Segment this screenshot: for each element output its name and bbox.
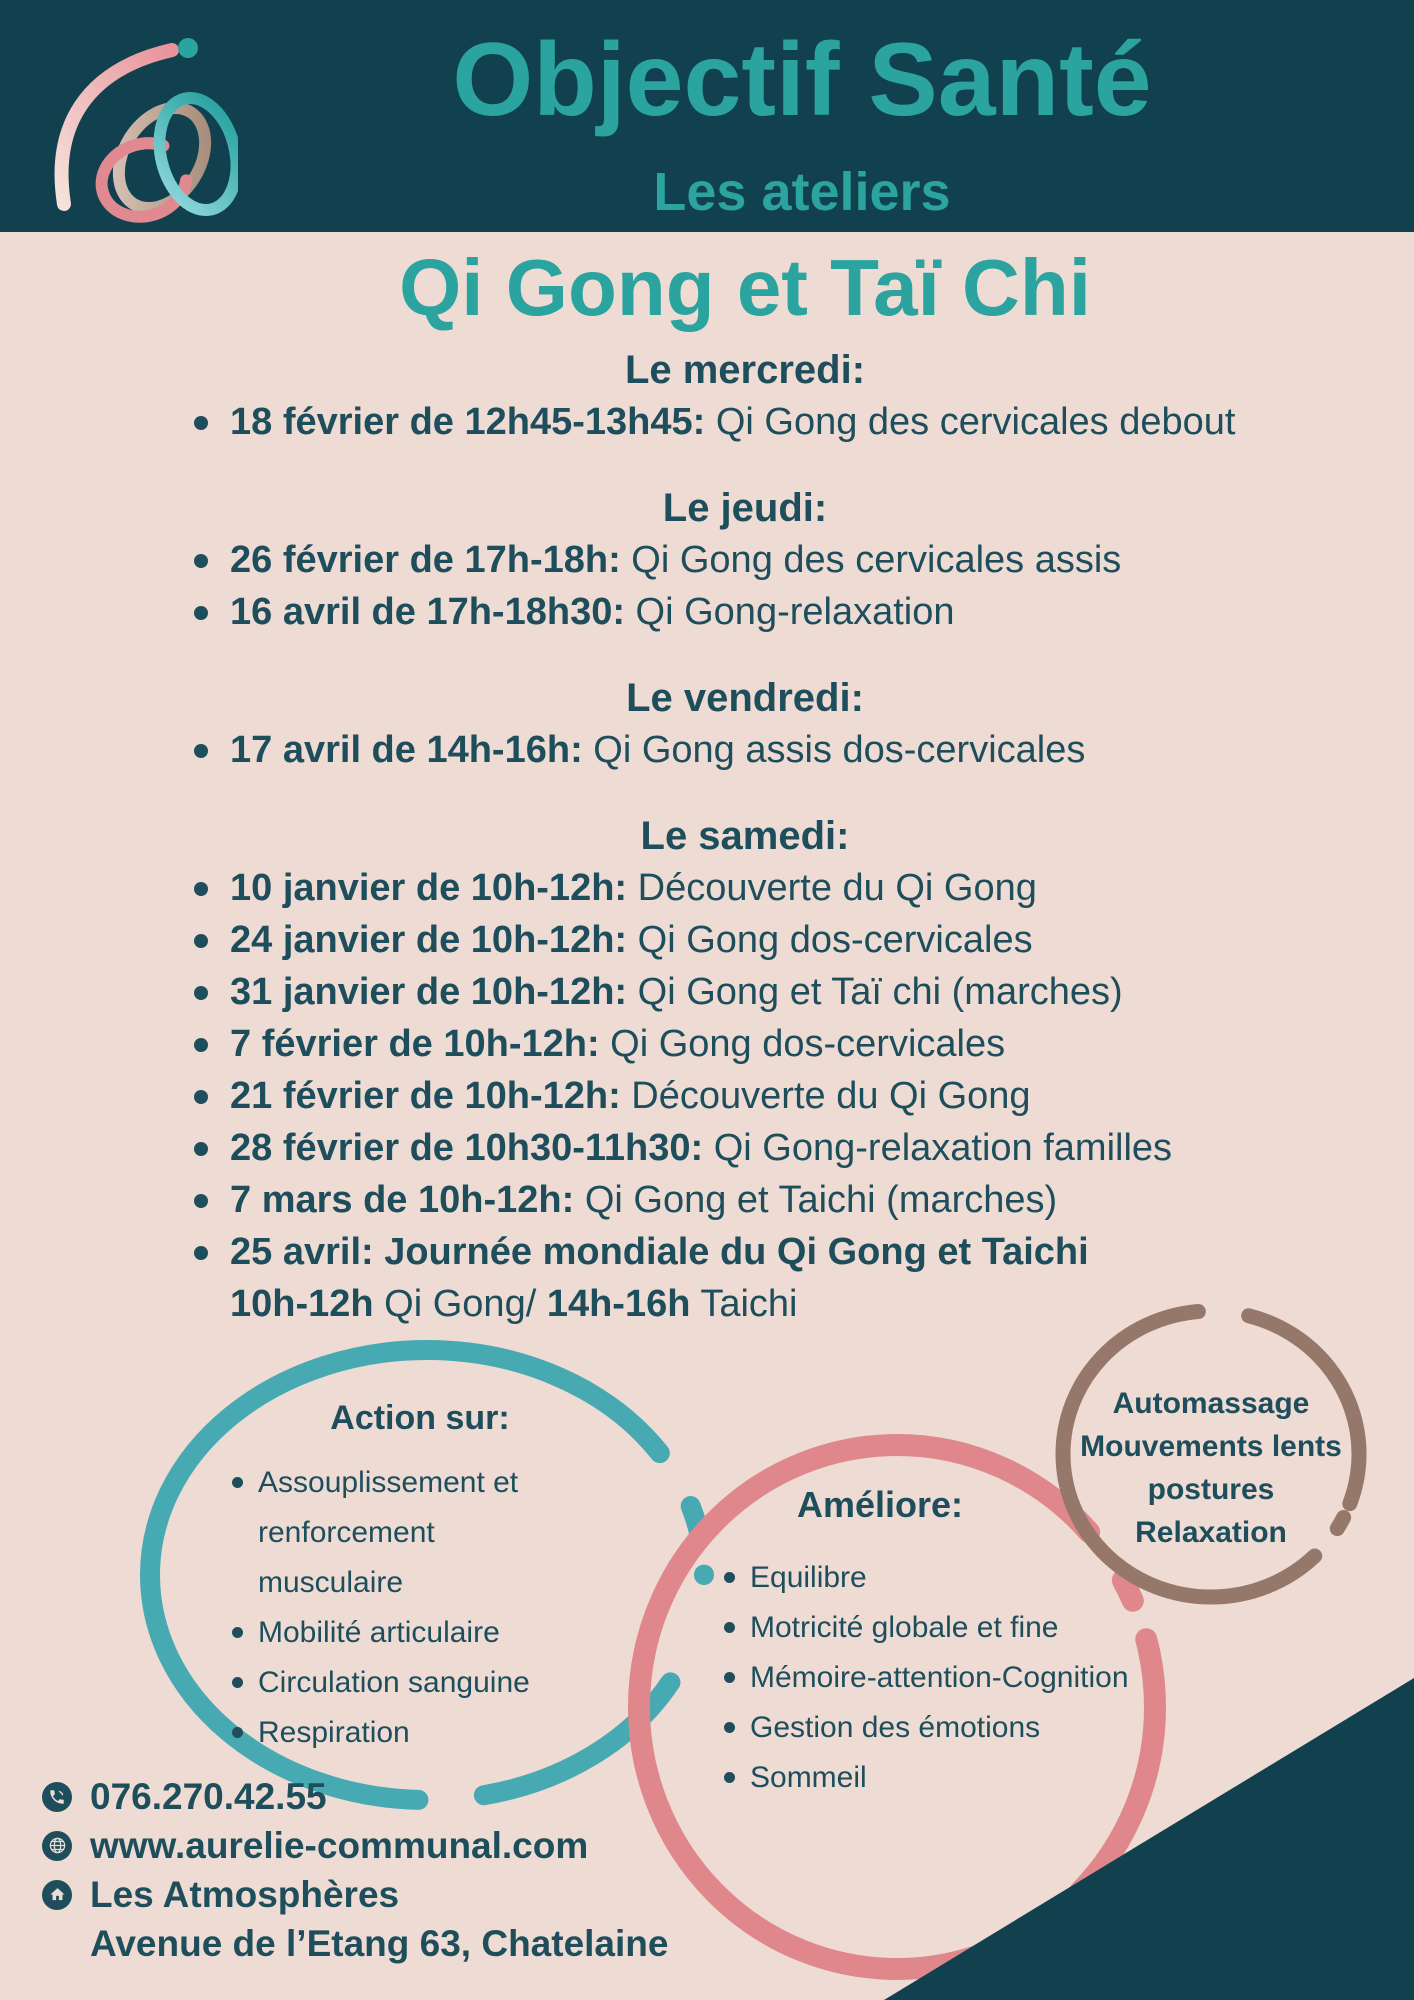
- event-date: 7 mars de 10h-12h:: [230, 1179, 575, 1221]
- action-item: Respiration: [258, 1708, 568, 1758]
- venue-name: Les Atmosphères: [90, 1874, 400, 1915]
- section-mercredi: [0, 344, 1414, 448]
- automassage-text: [1041, 1382, 1381, 1554]
- action-item: Assouplissement et renforcement musculaire: [258, 1458, 568, 1608]
- event-desc: Qi Gong dos-cervicales: [599, 1023, 1006, 1065]
- event-desc: Taichi: [690, 1283, 798, 1325]
- event-item: [230, 396, 1414, 448]
- event-desc: Qi Gong et Taï chi (marches): [627, 971, 1123, 1013]
- ameliore-item: Equilibre: [750, 1553, 1130, 1603]
- automassage-line: postures: [1147, 1473, 1275, 1506]
- phone-number: 076.270.42.55: [90, 1776, 327, 1817]
- contact-row-phone: [42, 1772, 668, 1821]
- contact-row-address: [42, 1919, 668, 1968]
- event-date: 31 janvier de 10h-12h:: [230, 971, 628, 1013]
- event-date: 16 avril de 17h-18h30:: [230, 591, 625, 633]
- event-date: 7 février de 10h-12h:: [230, 1023, 600, 1065]
- event-desc: Découverte du Qi Gong: [620, 1075, 1031, 1117]
- event-date: 18 février de 12h45-13h45:: [230, 401, 706, 443]
- contact-row-website: [42, 1821, 668, 1870]
- event-desc: Qi Gong des cervicales debout: [705, 401, 1236, 443]
- event-item: [230, 1122, 1414, 1174]
- ameliore-item: Motricité globale et fine: [750, 1603, 1130, 1653]
- section-samedi: [0, 810, 1414, 1330]
- action-title: Action sur:: [330, 1399, 510, 1437]
- ameliore-title: Améliore:: [796, 1484, 964, 1525]
- event-item: [230, 1174, 1414, 1226]
- app-title: Objectif Santé: [452, 22, 1152, 138]
- day-header: Le samedi:: [640, 814, 850, 858]
- ameliore-item: Sommeil: [750, 1753, 1130, 1803]
- event-item: [230, 1070, 1414, 1122]
- event-date: 21 février de 10h-12h:: [230, 1075, 621, 1117]
- contact-row-place: [42, 1870, 668, 1919]
- event-desc: Qi Gong dos-cervicales: [627, 919, 1033, 961]
- event-desc: Qi Gong-relaxation familles: [703, 1127, 1173, 1169]
- page-title: Qi Gong et Taï Chi: [399, 243, 1091, 332]
- ameliore-item: Gestion des émotions: [750, 1703, 1130, 1753]
- website-url: www.aurelie-communal.com: [90, 1825, 589, 1866]
- action-list: [258, 1458, 568, 1758]
- event-desc: Qi Gong des cervicales assis: [620, 539, 1122, 581]
- event-item: [230, 724, 1414, 776]
- event-item: [230, 914, 1414, 966]
- app-subtitle: Les ateliers: [653, 162, 951, 222]
- event-desc: Qi Gong assis dos-cervicales: [582, 729, 1086, 771]
- event-date: 26 février de 17h-18h:: [230, 539, 621, 581]
- action-item: Circulation sanguine: [258, 1658, 568, 1708]
- event-date: 28 février de 10h30-11h30:: [230, 1127, 704, 1169]
- event-item: [230, 586, 1414, 638]
- event-item: [230, 1226, 1414, 1278]
- section-jeudi: [0, 482, 1414, 638]
- event-date: 24 janvier de 10h-12h:: [230, 919, 628, 961]
- automassage-line: Mouvements lents: [1080, 1430, 1342, 1463]
- automassage-line: Automassage: [1112, 1387, 1310, 1420]
- ameliore-item: Mémoire-attention-Cognition: [750, 1653, 1130, 1703]
- venue-address: Avenue de l’Etang 63, Chatelaine: [90, 1923, 669, 1964]
- day-header: Le vendredi:: [626, 676, 864, 720]
- globe-icon: [42, 1831, 72, 1861]
- event-time: 10h-12h: [230, 1283, 374, 1325]
- event-item: [230, 862, 1414, 914]
- contact-block: [42, 1772, 668, 1968]
- action-item: Mobilité articulaire: [258, 1608, 568, 1658]
- day-header: Le mercredi:: [624, 348, 866, 392]
- automassage-line: Relaxation: [1135, 1516, 1287, 1549]
- event-desc: Qi Gong et Taichi (marches): [574, 1179, 1058, 1221]
- event-date: 17 avril de 14h-16h:: [230, 729, 583, 771]
- schedule: [0, 344, 1414, 1364]
- event-item: [230, 1018, 1414, 1070]
- event-desc: Découverte du Qi Gong: [627, 867, 1037, 909]
- header-banner: [0, 0, 1414, 232]
- day-header: Le jeudi:: [662, 486, 828, 530]
- home-icon: [42, 1880, 72, 1910]
- phone-icon: [42, 1782, 72, 1812]
- section-vendredi: [0, 672, 1414, 776]
- event-desc: Qi Gong/: [373, 1283, 547, 1325]
- event-date: 25 avril: Journée mondiale du Qi Gong et Taichi: [230, 1231, 1089, 1273]
- event-item: [230, 966, 1414, 1018]
- event-desc: Qi Gong-relaxation: [625, 591, 955, 633]
- event-item: [230, 534, 1414, 586]
- event-date: 10 janvier de 10h-12h:: [230, 867, 628, 909]
- event-time: 14h-16h: [546, 1283, 691, 1325]
